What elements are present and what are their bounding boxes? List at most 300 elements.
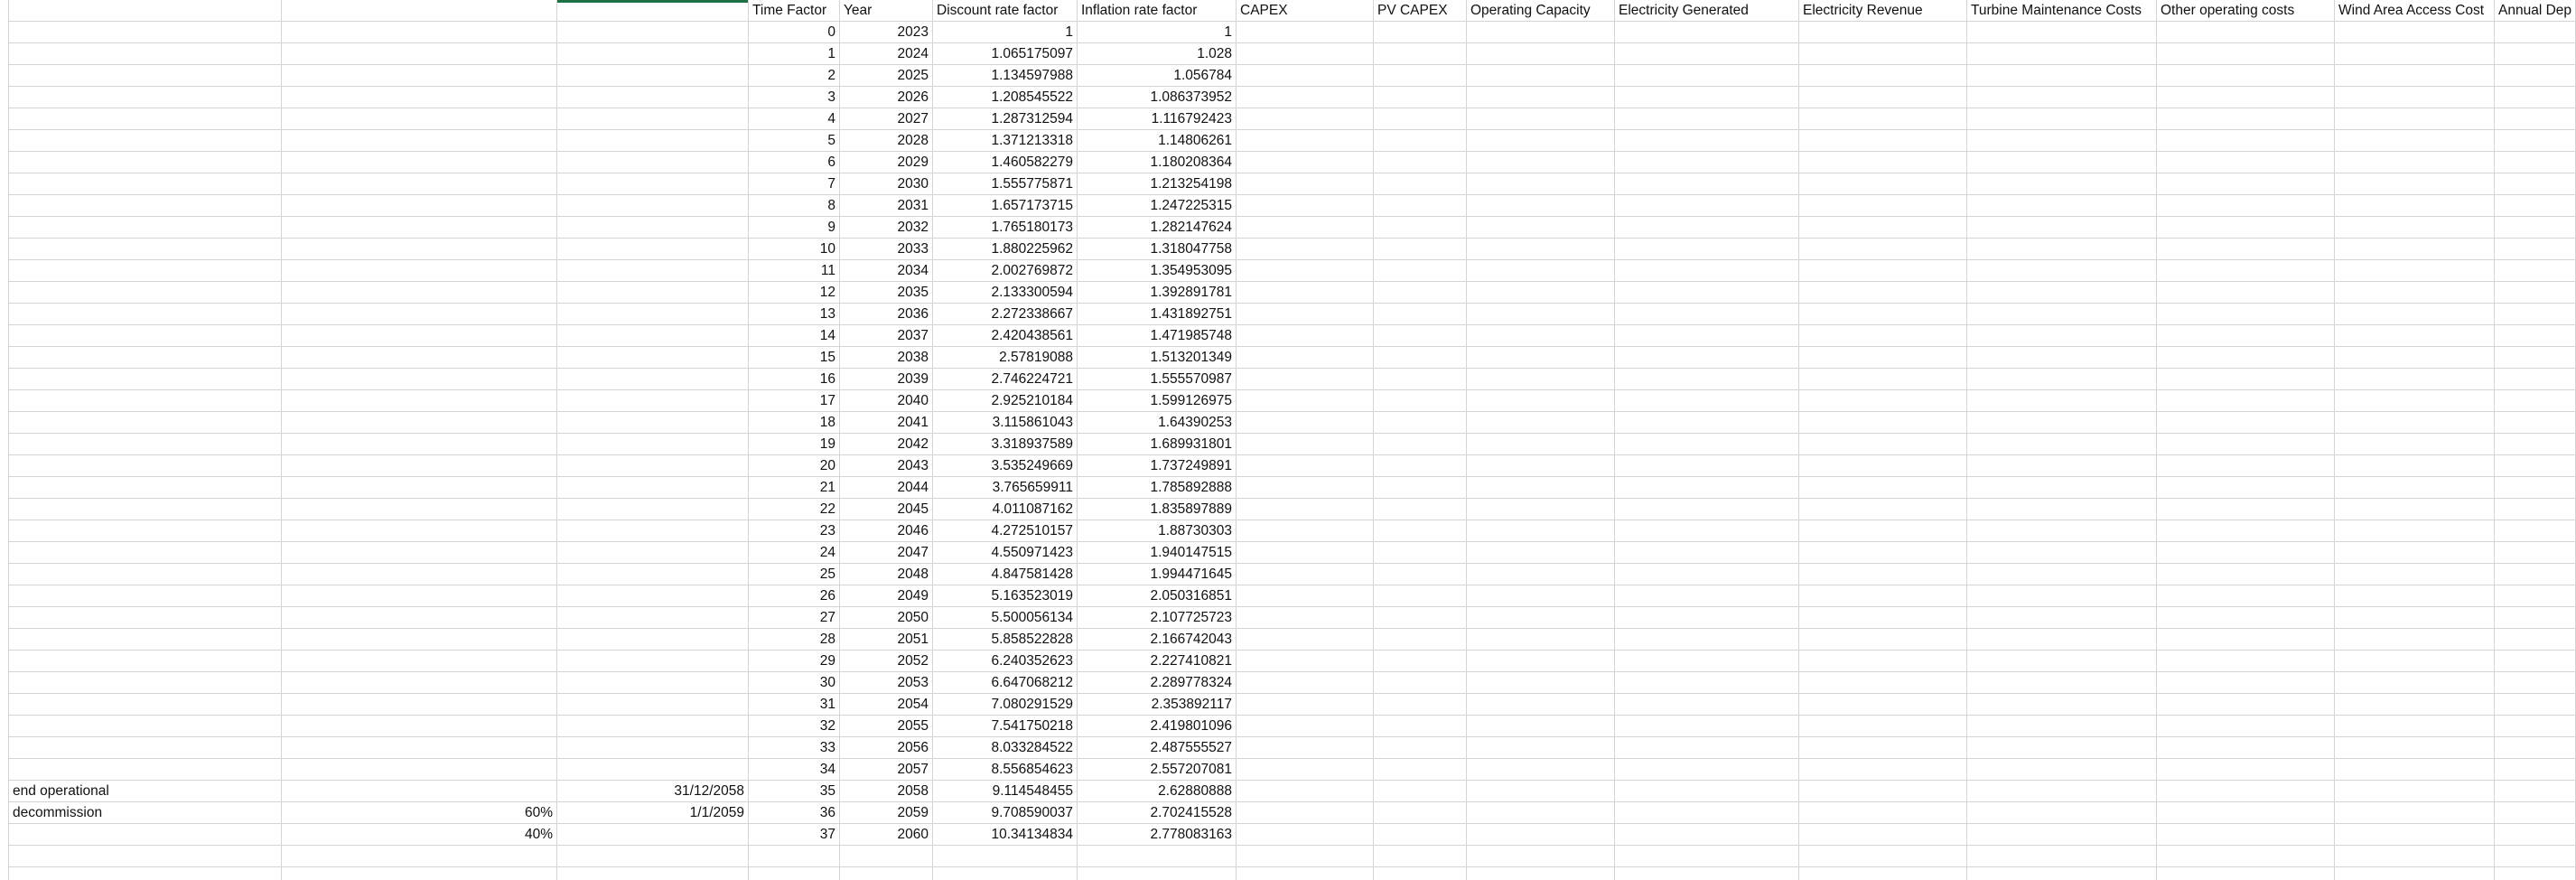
cell-empty[interactable] bbox=[557, 564, 749, 585]
cell-empty[interactable] bbox=[1967, 607, 2157, 629]
cell-empty[interactable] bbox=[2157, 737, 2335, 759]
cell-empty[interactable] bbox=[1615, 173, 1799, 195]
cell-empty[interactable] bbox=[1467, 434, 1615, 455]
cell-empty[interactable] bbox=[557, 455, 749, 477]
cell-empty[interactable] bbox=[1799, 867, 1967, 880]
cell-empty[interactable] bbox=[9, 499, 282, 520]
cell-decommission-pct[interactable]: 60% bbox=[282, 802, 557, 824]
cell-empty[interactable] bbox=[1467, 477, 1615, 499]
cell-empty[interactable] bbox=[282, 390, 557, 412]
cell-empty[interactable] bbox=[1237, 347, 1374, 369]
cell-discount-rate-factor[interactable]: 1.065175097 bbox=[933, 43, 1078, 65]
cell-empty[interactable] bbox=[1615, 781, 1799, 802]
cell-empty[interactable] bbox=[557, 173, 749, 195]
cell-empty[interactable] bbox=[2495, 672, 2576, 694]
header-year[interactable]: Year bbox=[840, 0, 933, 22]
cell-empty[interactable] bbox=[1615, 824, 1799, 846]
cell-empty[interactable] bbox=[1799, 585, 1967, 607]
cell-year[interactable]: 2059 bbox=[840, 802, 933, 824]
cell-empty[interactable] bbox=[2157, 477, 2335, 499]
cell-empty[interactable] bbox=[2335, 195, 2495, 217]
cell-time-factor[interactable]: 23 bbox=[749, 520, 840, 542]
cell-inflation-rate-factor[interactable]: 1.64390253 bbox=[1078, 412, 1237, 434]
cell-decommission-label[interactable]: decommission bbox=[9, 802, 282, 824]
cell-empty[interactable] bbox=[1237, 477, 1374, 499]
cell-discount-rate-factor[interactable]: 5.163523019 bbox=[933, 585, 1078, 607]
cell-time-factor[interactable]: 0 bbox=[749, 22, 840, 43]
cell-time-factor[interactable]: 20 bbox=[749, 455, 840, 477]
cell-empty[interactable] bbox=[2157, 347, 2335, 369]
cell-empty[interactable] bbox=[2495, 22, 2576, 43]
cell-empty[interactable] bbox=[1799, 130, 1967, 152]
cell-empty[interactable] bbox=[1615, 694, 1799, 716]
cell-inflation-rate-factor[interactable]: 2.289778324 bbox=[1078, 672, 1237, 694]
cell-empty[interactable] bbox=[2157, 43, 2335, 65]
cell-discount-rate-factor[interactable]: 4.011087162 bbox=[933, 499, 1078, 520]
cell-empty[interactable] bbox=[2157, 369, 2335, 390]
cell-empty[interactable] bbox=[1237, 499, 1374, 520]
cell-empty[interactable] bbox=[2335, 22, 2495, 43]
cell-time-factor[interactable]: 25 bbox=[749, 564, 840, 585]
cell-empty[interactable] bbox=[2335, 607, 2495, 629]
cell-empty[interactable] bbox=[1374, 347, 1467, 369]
cell-empty[interactable] bbox=[1799, 477, 1967, 499]
cell-inflation-rate-factor[interactable]: 1.471985748 bbox=[1078, 325, 1237, 347]
cell-empty[interactable] bbox=[1237, 22, 1374, 43]
cell-year[interactable]: 2048 bbox=[840, 564, 933, 585]
cell-empty[interactable] bbox=[1967, 564, 2157, 585]
cell-empty[interactable] bbox=[1374, 672, 1467, 694]
cell-empty[interactable] bbox=[1237, 651, 1374, 672]
cell-inflation-rate-factor[interactable]: 1.555570987 bbox=[1078, 369, 1237, 390]
cell-empty[interactable] bbox=[557, 737, 749, 759]
cell-empty[interactable] bbox=[282, 130, 557, 152]
cell-time-factor[interactable]: 18 bbox=[749, 412, 840, 434]
cell-empty[interactable] bbox=[282, 304, 557, 325]
cell-inflation-rate-factor[interactable]: 2.557207081 bbox=[1078, 759, 1237, 781]
cell-empty[interactable] bbox=[282, 217, 557, 239]
cell-discount-rate-factor[interactable]: 8.556854623 bbox=[933, 759, 1078, 781]
cell-empty[interactable] bbox=[9, 369, 282, 390]
cell-empty[interactable] bbox=[557, 412, 749, 434]
cell-discount-rate-factor[interactable]: 2.272338667 bbox=[933, 304, 1078, 325]
cell-inflation-rate-factor[interactable]: 2.702415528 bbox=[1078, 802, 1237, 824]
cell-time-factor[interactable]: 29 bbox=[749, 651, 840, 672]
cell-inflation-rate-factor[interactable]: 1.513201349 bbox=[1078, 347, 1237, 369]
cell-empty[interactable] bbox=[1374, 65, 1467, 87]
cell-year[interactable]: 2037 bbox=[840, 325, 933, 347]
cell-empty[interactable] bbox=[2495, 607, 2576, 629]
header-time-factor[interactable]: Time Factor bbox=[749, 0, 840, 22]
cell-empty[interactable] bbox=[1467, 108, 1615, 130]
cell-empty[interactable] bbox=[282, 434, 557, 455]
cell-year[interactable]: 2029 bbox=[840, 152, 933, 173]
cell-empty[interactable] bbox=[557, 607, 749, 629]
cell-empty[interactable] bbox=[2157, 217, 2335, 239]
cell-empty[interactable] bbox=[2495, 585, 2576, 607]
cell-empty[interactable] bbox=[1967, 520, 2157, 542]
cell-empty[interactable] bbox=[1615, 130, 1799, 152]
cell-inflation-rate-factor[interactable]: 1.282147624 bbox=[1078, 217, 1237, 239]
cell-empty[interactable] bbox=[282, 65, 557, 87]
cell-empty[interactable] bbox=[1467, 737, 1615, 759]
cell-empty[interactable] bbox=[1374, 412, 1467, 434]
cell-empty[interactable] bbox=[1374, 108, 1467, 130]
cell-empty[interactable] bbox=[1615, 542, 1799, 564]
cell-empty[interactable] bbox=[1799, 43, 1967, 65]
cell-empty[interactable] bbox=[2157, 607, 2335, 629]
cell-time-factor[interactable]: 8 bbox=[749, 195, 840, 217]
cell-empty[interactable] bbox=[1237, 152, 1374, 173]
cell-empty[interactable] bbox=[1615, 607, 1799, 629]
cell-empty[interactable] bbox=[557, 239, 749, 260]
cell-empty[interactable] bbox=[9, 564, 282, 585]
cell-empty[interactable] bbox=[282, 195, 557, 217]
cell-empty[interactable] bbox=[9, 239, 282, 260]
cell-empty[interactable] bbox=[2157, 130, 2335, 152]
cell-empty[interactable] bbox=[1467, 759, 1615, 781]
cell-empty[interactable] bbox=[2157, 260, 2335, 282]
cell-time-factor[interactable]: 30 bbox=[749, 672, 840, 694]
cell-time-factor[interactable]: 32 bbox=[749, 716, 840, 737]
cell-year[interactable]: 2047 bbox=[840, 542, 933, 564]
cell-discount-rate-factor[interactable]: 2.420438561 bbox=[933, 325, 1078, 347]
cell-empty[interactable] bbox=[2335, 824, 2495, 846]
cell-empty[interactable] bbox=[1374, 195, 1467, 217]
cell-empty[interactable] bbox=[9, 260, 282, 282]
cell-empty[interactable] bbox=[749, 846, 840, 867]
cell-discount-rate-factor[interactable]: 2.133300594 bbox=[933, 282, 1078, 304]
cell-empty[interactable] bbox=[2335, 651, 2495, 672]
cell-discount-rate-factor[interactable]: 4.847581428 bbox=[933, 564, 1078, 585]
cell-empty[interactable] bbox=[1374, 390, 1467, 412]
cell-year[interactable]: 2023 bbox=[840, 22, 933, 43]
cell-empty[interactable] bbox=[2495, 564, 2576, 585]
cell-empty[interactable] bbox=[557, 217, 749, 239]
cell-time-factor[interactable]: 15 bbox=[749, 347, 840, 369]
cell-empty[interactable] bbox=[1967, 824, 2157, 846]
cell-year[interactable]: 2042 bbox=[840, 434, 933, 455]
cell-empty[interactable] bbox=[1967, 195, 2157, 217]
cell-empty[interactable] bbox=[1374, 716, 1467, 737]
cell-empty[interactable] bbox=[2157, 412, 2335, 434]
cell-empty[interactable] bbox=[2335, 455, 2495, 477]
cell-empty[interactable] bbox=[9, 867, 282, 880]
cell-discount-rate-factor[interactable]: 1.555775871 bbox=[933, 173, 1078, 195]
cell-empty[interactable] bbox=[282, 542, 557, 564]
cell-empty[interactable] bbox=[1967, 412, 2157, 434]
cell-empty[interactable] bbox=[1374, 520, 1467, 542]
cell-empty[interactable] bbox=[1237, 694, 1374, 716]
header-electricity-revenue[interactable]: Electricity Revenue bbox=[1799, 0, 1967, 22]
cell-empty[interactable] bbox=[2335, 542, 2495, 564]
cell-empty[interactable] bbox=[2335, 520, 2495, 542]
cell-inflation-rate-factor[interactable]: 2.419801096 bbox=[1078, 716, 1237, 737]
cell-empty[interactable] bbox=[2495, 737, 2576, 759]
cell-c-header[interactable] bbox=[557, 0, 749, 22]
cell-empty[interactable] bbox=[1374, 585, 1467, 607]
cell-empty[interactable] bbox=[282, 781, 557, 802]
cell-year[interactable]: 2035 bbox=[840, 282, 933, 304]
cell-empty[interactable] bbox=[1799, 412, 1967, 434]
cell-empty[interactable] bbox=[2157, 651, 2335, 672]
cell-empty[interactable] bbox=[1374, 325, 1467, 347]
cell-empty[interactable] bbox=[1615, 217, 1799, 239]
cell-empty[interactable] bbox=[2157, 173, 2335, 195]
cell-inflation-rate-factor[interactable]: 1.354953095 bbox=[1078, 260, 1237, 282]
cell-empty[interactable] bbox=[282, 520, 557, 542]
cell-empty[interactable] bbox=[2495, 325, 2576, 347]
cell-empty[interactable] bbox=[2335, 282, 2495, 304]
cell-empty[interactable] bbox=[557, 846, 749, 867]
header-wind-area-access-cost[interactable]: Wind Area Access Cost bbox=[2335, 0, 2495, 22]
cell-empty[interactable] bbox=[1967, 65, 2157, 87]
cell-empty[interactable] bbox=[1799, 564, 1967, 585]
cell-empty[interactable] bbox=[1615, 585, 1799, 607]
cell-empty[interactable] bbox=[1237, 65, 1374, 87]
cell-year[interactable]: 2024 bbox=[840, 43, 933, 65]
cell-empty[interactable] bbox=[2157, 304, 2335, 325]
cell-year[interactable]: 2052 bbox=[840, 651, 933, 672]
cell-empty[interactable] bbox=[557, 152, 749, 173]
cell-empty[interactable] bbox=[282, 716, 557, 737]
cell-inflation-rate-factor[interactable]: 1.689931801 bbox=[1078, 434, 1237, 455]
cell-empty[interactable] bbox=[1799, 781, 1967, 802]
cell-empty[interactable] bbox=[1967, 759, 2157, 781]
cell-empty[interactable] bbox=[2495, 282, 2576, 304]
cell-discount-rate-factor[interactable]: 1.880225962 bbox=[933, 239, 1078, 260]
cell-empty[interactable] bbox=[1237, 824, 1374, 846]
cell-empty[interactable] bbox=[1799, 369, 1967, 390]
cell-empty[interactable] bbox=[1374, 22, 1467, 43]
cell-empty[interactable] bbox=[1615, 651, 1799, 672]
cell-empty[interactable] bbox=[2335, 65, 2495, 87]
cell-empty[interactable] bbox=[2157, 108, 2335, 130]
cell-discount-rate-factor[interactable]: 3.765659911 bbox=[933, 477, 1078, 499]
cell-year[interactable]: 2049 bbox=[840, 585, 933, 607]
cell-empty[interactable] bbox=[1237, 455, 1374, 477]
cell-empty[interactable] bbox=[1374, 542, 1467, 564]
cell-empty[interactable] bbox=[1467, 152, 1615, 173]
cell-empty[interactable] bbox=[2495, 802, 2576, 824]
cell-empty[interactable] bbox=[2157, 520, 2335, 542]
cell-empty[interactable] bbox=[1374, 607, 1467, 629]
cell-inflation-rate-factor[interactable]: 2.353892117 bbox=[1078, 694, 1237, 716]
cell-discount-rate-factor[interactable]: 9.114548455 bbox=[933, 781, 1078, 802]
cell-empty[interactable] bbox=[1467, 325, 1615, 347]
cell-empty[interactable] bbox=[1615, 412, 1799, 434]
cell-empty[interactable] bbox=[1237, 564, 1374, 585]
cell-empty[interactable] bbox=[1237, 260, 1374, 282]
cell-end-operational-date[interactable]: 31/12/2058 bbox=[557, 781, 749, 802]
cell-empty[interactable] bbox=[1467, 867, 1615, 880]
cell-empty[interactable] bbox=[9, 152, 282, 173]
cell-empty[interactable] bbox=[2157, 716, 2335, 737]
cell-decommission-date[interactable]: 1/1/2059 bbox=[557, 802, 749, 824]
cell-empty[interactable] bbox=[282, 22, 557, 43]
cell-discount-rate-factor[interactable]: 1.371213318 bbox=[933, 130, 1078, 152]
cell-empty[interactable] bbox=[2157, 867, 2335, 880]
cell-empty[interactable] bbox=[2335, 304, 2495, 325]
cell-empty[interactable] bbox=[1467, 217, 1615, 239]
cell-empty[interactable] bbox=[557, 694, 749, 716]
cell-year[interactable]: 2056 bbox=[840, 737, 933, 759]
cell-empty[interactable] bbox=[1967, 282, 2157, 304]
cell-empty[interactable] bbox=[9, 325, 282, 347]
cell-empty[interactable] bbox=[1615, 434, 1799, 455]
cell-empty[interactable] bbox=[2157, 455, 2335, 477]
cell-empty[interactable] bbox=[2335, 477, 2495, 499]
cell-empty[interactable] bbox=[1467, 520, 1615, 542]
cell-year[interactable]: 2046 bbox=[840, 520, 933, 542]
cell-empty[interactable] bbox=[2335, 585, 2495, 607]
cell-inflation-rate-factor[interactable]: 2.050316851 bbox=[1078, 585, 1237, 607]
cell-year[interactable]: 2034 bbox=[840, 260, 933, 282]
cell-empty[interactable] bbox=[1237, 759, 1374, 781]
cell-empty[interactable] bbox=[2335, 347, 2495, 369]
cell-empty[interactable] bbox=[9, 694, 282, 716]
cell-empty[interactable] bbox=[1237, 737, 1374, 759]
cell-empty[interactable] bbox=[1967, 694, 2157, 716]
cell-empty[interactable] bbox=[1967, 867, 2157, 880]
cell-empty[interactable] bbox=[282, 260, 557, 282]
cell-time-factor[interactable]: 3 bbox=[749, 87, 840, 108]
cell-empty[interactable] bbox=[1467, 87, 1615, 108]
cell-empty[interactable] bbox=[2495, 542, 2576, 564]
cell-empty[interactable] bbox=[2495, 455, 2576, 477]
cell-empty[interactable] bbox=[9, 43, 282, 65]
cell-inflation-rate-factor[interactable]: 1.599126975 bbox=[1078, 390, 1237, 412]
cell-year[interactable]: 2025 bbox=[840, 65, 933, 87]
cell-inflation-rate-factor[interactable]: 1.88730303 bbox=[1078, 520, 1237, 542]
cell-year[interactable]: 2051 bbox=[840, 629, 933, 651]
cell-empty[interactable] bbox=[1237, 520, 1374, 542]
cell-discount-rate-factor[interactable]: 3.535249669 bbox=[933, 455, 1078, 477]
cell-empty[interactable] bbox=[1237, 846, 1374, 867]
cell-empty[interactable] bbox=[2335, 737, 2495, 759]
cell-empty[interactable] bbox=[1467, 390, 1615, 412]
cell-empty[interactable] bbox=[282, 282, 557, 304]
cell-empty[interactable] bbox=[282, 412, 557, 434]
cell-empty[interactable] bbox=[1615, 22, 1799, 43]
cell-empty[interactable] bbox=[557, 347, 749, 369]
cell-empty[interactable] bbox=[1467, 651, 1615, 672]
cell-empty[interactable] bbox=[9, 304, 282, 325]
cell-year[interactable]: 2057 bbox=[840, 759, 933, 781]
cell-a-header[interactable] bbox=[9, 0, 282, 22]
cell-empty[interactable] bbox=[2157, 585, 2335, 607]
cell-empty[interactable] bbox=[1237, 390, 1374, 412]
cell-time-factor[interactable]: 33 bbox=[749, 737, 840, 759]
cell-empty[interactable] bbox=[1615, 65, 1799, 87]
cell-empty[interactable] bbox=[1967, 152, 2157, 173]
cell-empty[interactable] bbox=[2335, 260, 2495, 282]
cell-empty[interactable] bbox=[1799, 173, 1967, 195]
cell-discount-rate-factor[interactable]: 2.57819088 bbox=[933, 347, 1078, 369]
cell-discount-rate-factor[interactable]: 1.287312594 bbox=[933, 108, 1078, 130]
cell-empty[interactable] bbox=[2335, 325, 2495, 347]
cell-empty[interactable] bbox=[1467, 499, 1615, 520]
cell-empty[interactable] bbox=[1615, 304, 1799, 325]
cell-discount-rate-factor[interactable]: 6.240352623 bbox=[933, 651, 1078, 672]
cell-inflation-rate-factor[interactable]: 1.392891781 bbox=[1078, 282, 1237, 304]
cell-empty[interactable] bbox=[1799, 607, 1967, 629]
cell-empty[interactable] bbox=[282, 759, 557, 781]
cell-year[interactable]: 2027 bbox=[840, 108, 933, 130]
cell-empty[interactable] bbox=[1374, 304, 1467, 325]
cell-empty[interactable] bbox=[282, 369, 557, 390]
cell-empty[interactable] bbox=[1467, 130, 1615, 152]
cell-empty[interactable] bbox=[1615, 369, 1799, 390]
cell-inflation-rate-factor[interactable]: 2.227410821 bbox=[1078, 651, 1237, 672]
cell-time-factor[interactable]: 12 bbox=[749, 282, 840, 304]
cell-empty[interactable] bbox=[1467, 43, 1615, 65]
cell-time-factor[interactable]: 27 bbox=[749, 607, 840, 629]
cell-inflation-rate-factor[interactable]: 2.778083163 bbox=[1078, 824, 1237, 846]
cell-discount-rate-factor[interactable]: 1.208545522 bbox=[933, 87, 1078, 108]
cell-empty[interactable] bbox=[1467, 585, 1615, 607]
cell-empty[interactable] bbox=[2335, 564, 2495, 585]
cell-empty[interactable] bbox=[2335, 369, 2495, 390]
cell-discount-rate-factor[interactable]: 10.34134834 bbox=[933, 824, 1078, 846]
cell-empty[interactable] bbox=[1615, 455, 1799, 477]
cell-time-factor[interactable]: 36 bbox=[749, 802, 840, 824]
cell-empty[interactable] bbox=[1237, 325, 1374, 347]
cell-discount-rate-factor[interactable]: 3.318937589 bbox=[933, 434, 1078, 455]
cell-empty[interactable] bbox=[2335, 173, 2495, 195]
cell-empty[interactable] bbox=[840, 846, 933, 867]
cell-empty[interactable] bbox=[1237, 87, 1374, 108]
cell-empty[interactable] bbox=[9, 412, 282, 434]
cell-empty[interactable] bbox=[557, 369, 749, 390]
cell-empty[interactable] bbox=[1374, 499, 1467, 520]
cell-discount-rate-factor[interactable]: 5.500056134 bbox=[933, 607, 1078, 629]
cell-empty[interactable] bbox=[2495, 867, 2576, 880]
cell-empty[interactable] bbox=[1799, 195, 1967, 217]
cell-empty[interactable] bbox=[1799, 499, 1967, 520]
cell-empty[interactable] bbox=[2157, 239, 2335, 260]
cell-time-factor[interactable]: 24 bbox=[749, 542, 840, 564]
cell-empty[interactable] bbox=[2157, 499, 2335, 520]
cell-year[interactable]: 2033 bbox=[840, 239, 933, 260]
cell-empty[interactable] bbox=[9, 390, 282, 412]
cell-empty[interactable] bbox=[282, 846, 557, 867]
cell-empty[interactable] bbox=[1799, 390, 1967, 412]
cell-empty[interactable] bbox=[1615, 564, 1799, 585]
cell-inflation-rate-factor[interactable]: 1.028 bbox=[1078, 43, 1237, 65]
header-pv-capex[interactable]: PV CAPEX bbox=[1374, 0, 1467, 22]
cell-empty[interactable] bbox=[2335, 108, 2495, 130]
cell-empty[interactable] bbox=[2495, 43, 2576, 65]
cell-empty[interactable] bbox=[1374, 629, 1467, 651]
cell-empty[interactable] bbox=[282, 564, 557, 585]
cell-empty[interactable] bbox=[557, 867, 749, 880]
cell-empty[interactable] bbox=[1799, 846, 1967, 867]
cell-empty[interactable] bbox=[2335, 130, 2495, 152]
cell-empty[interactable] bbox=[1967, 304, 2157, 325]
cell-empty[interactable] bbox=[557, 260, 749, 282]
cell-empty[interactable] bbox=[1799, 824, 1967, 846]
cell-empty[interactable] bbox=[1467, 607, 1615, 629]
cell-time-factor[interactable]: 35 bbox=[749, 781, 840, 802]
cell-empty[interactable] bbox=[1374, 87, 1467, 108]
cell-empty[interactable] bbox=[1467, 282, 1615, 304]
cell-empty[interactable] bbox=[2335, 43, 2495, 65]
cell-inflation-rate-factor[interactable]: 1.056784 bbox=[1078, 65, 1237, 87]
cell-empty[interactable] bbox=[1799, 716, 1967, 737]
cell-empty[interactable] bbox=[1799, 152, 1967, 173]
cell-empty[interactable] bbox=[1799, 347, 1967, 369]
